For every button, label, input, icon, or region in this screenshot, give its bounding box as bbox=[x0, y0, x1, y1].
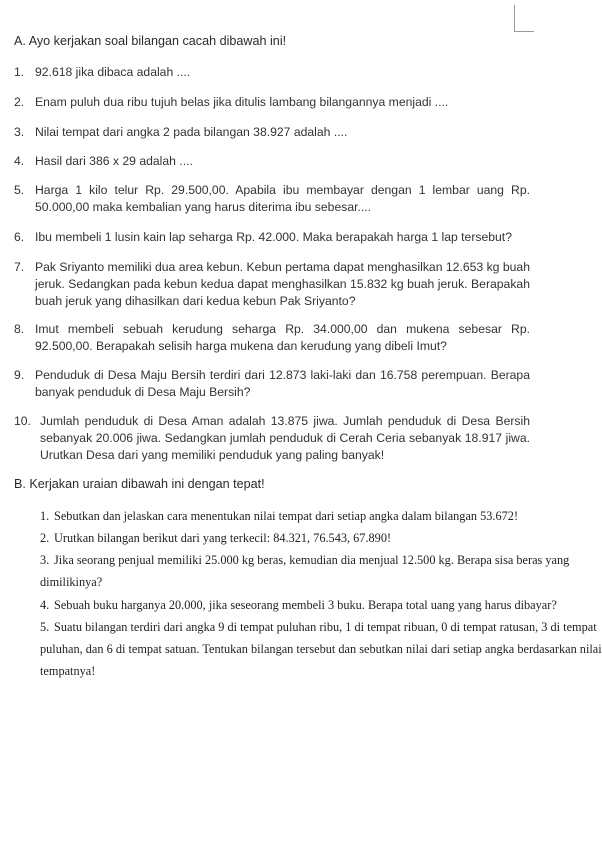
question-text: Hasil dari 386 x 29 adalah .... bbox=[35, 154, 193, 168]
question-text: Enam puluh dua ribu tujuh belas jika ditulis lambang bilangannya menjadi .... bbox=[35, 95, 449, 109]
question-number: 1. bbox=[40, 509, 50, 523]
question-a7 bbox=[14, 259, 530, 310]
question-text: Sebutkan dan jelaskan cara menentukan nilai tempat dari setiap angka dalam bilangan 53.672! bbox=[54, 509, 519, 523]
question-number: 3. bbox=[40, 553, 50, 567]
question-a5 bbox=[14, 182, 530, 216]
question-text: Ibu membeli 1 lusin kain lap seharga Rp. 42.000. Maka berapakah harga 1 lap tersebut? bbox=[35, 230, 512, 244]
question-a3 bbox=[14, 124, 530, 141]
question-text: Jumlah penduduk di Desa Aman adalah 13.875 jiwa. Jumlah penduduk di Desa Bersih sebanyak 20.006 jiwa. Sedangkan jumlah penduduk di Cerah Ceria sebanyak 18.917 jiwa. Urutkan Desa dari yang memiliki penduduk yang paling banyak! bbox=[40, 414, 530, 462]
question-number: 8. bbox=[14, 322, 25, 336]
question-number: 10. bbox=[14, 414, 31, 428]
question-text: Sebuah buku harganya 20.000, jika seseorang membeli 3 buku. Berapa total uang yang harus dibayar? bbox=[54, 598, 557, 612]
section-b-heading: B. Kerjakan uraian dibawah ini dengan tepat! bbox=[14, 477, 265, 491]
question-b3 bbox=[40, 551, 570, 569]
question-text: Harga 1 kilo telur Rp. 29.500,00. Apabila ibu membayar dengan 1 lembar uang Rp. 50.000,00 maka kembalian yang harus diterima ibu sebesar.... bbox=[35, 183, 530, 214]
question-number: 4. bbox=[14, 154, 25, 168]
question-a2 bbox=[14, 94, 530, 111]
question-number: 2. bbox=[40, 531, 50, 545]
question-number: 6. bbox=[14, 230, 25, 244]
question-number: 5. bbox=[40, 620, 50, 634]
question-number: 7. bbox=[14, 260, 25, 274]
question-number: 2. bbox=[14, 95, 25, 109]
question-b5 bbox=[40, 618, 597, 636]
question-a10 bbox=[14, 413, 530, 464]
question-text: Pak Sriyanto memiliki dua area kebun. Kebun pertama dapat menghasilkan 12.653 kg buah jeruk. Sedangkan pada kebun kedua dapat menghasilkan 15.832 kg buah jeruk. Berapakah buah jeruk yang dihasilkan dari kedua kebun Pak Sriyanto? bbox=[35, 260, 530, 308]
question-text: Penduduk di Desa Maju Bersih terdiri dari 12.873 laki-laki dan 16.758 perempuan. Berapa banyak penduduk di Desa Maju Bersih? bbox=[35, 368, 530, 399]
question-number: 5. bbox=[14, 183, 25, 197]
question-text: 92.618 jika dibaca adalah .... bbox=[35, 65, 191, 79]
question-b5-continuation: tempatnya! bbox=[40, 664, 96, 678]
question-number: 3. bbox=[14, 125, 25, 139]
question-b2 bbox=[40, 529, 540, 547]
question-a1 bbox=[14, 64, 530, 81]
page-corner-mark bbox=[514, 0, 534, 32]
question-text: Jika seorang penjual memiliki 25.000 kg beras, kemudian dia menjual 12.500 kg. Berapa sisa beras yang bbox=[54, 553, 570, 567]
question-b3-continuation: dimilikinya? bbox=[40, 575, 103, 589]
section-a-heading: A. Ayo kerjakan soal bilangan cacah dibawah ini! bbox=[14, 34, 287, 48]
question-b4 bbox=[40, 596, 557, 614]
question-text: Suatu bilangan terdiri dari angka 9 di tempat puluhan ribu, 1 di tempat ribuan, 0 di tempat ratusan, 3 di tempat bbox=[54, 620, 597, 634]
question-text: Imut membeli sebuah kerudung seharga Rp. 34.000,00 dan mukena sebesar Rp. 92.500,00. Berapakah selisih harga mukena dan kerudung yang dibeli Imut? bbox=[35, 322, 530, 353]
question-a9 bbox=[14, 367, 530, 401]
question-number: 4. bbox=[40, 598, 50, 612]
question-b1 bbox=[40, 507, 540, 525]
question-a6 bbox=[14, 229, 530, 246]
question-text: Urutkan bilangan berikut dari yang terkecil: 84.321, 76.543, 67.890! bbox=[54, 531, 392, 545]
question-a4 bbox=[14, 153, 530, 170]
question-number: 9. bbox=[14, 368, 25, 382]
question-a8 bbox=[14, 321, 530, 355]
question-number: 1. bbox=[14, 65, 25, 79]
question-b5-continuation: puluhan, dan 6 di tempat satuan. Tentukan bilangan tersebut dan sebutkan nilai dari setiap angka berdasarkan nilai bbox=[40, 642, 602, 656]
question-text: Nilai tempat dari angka 2 pada bilangan 38.927 adalah .... bbox=[35, 125, 348, 139]
